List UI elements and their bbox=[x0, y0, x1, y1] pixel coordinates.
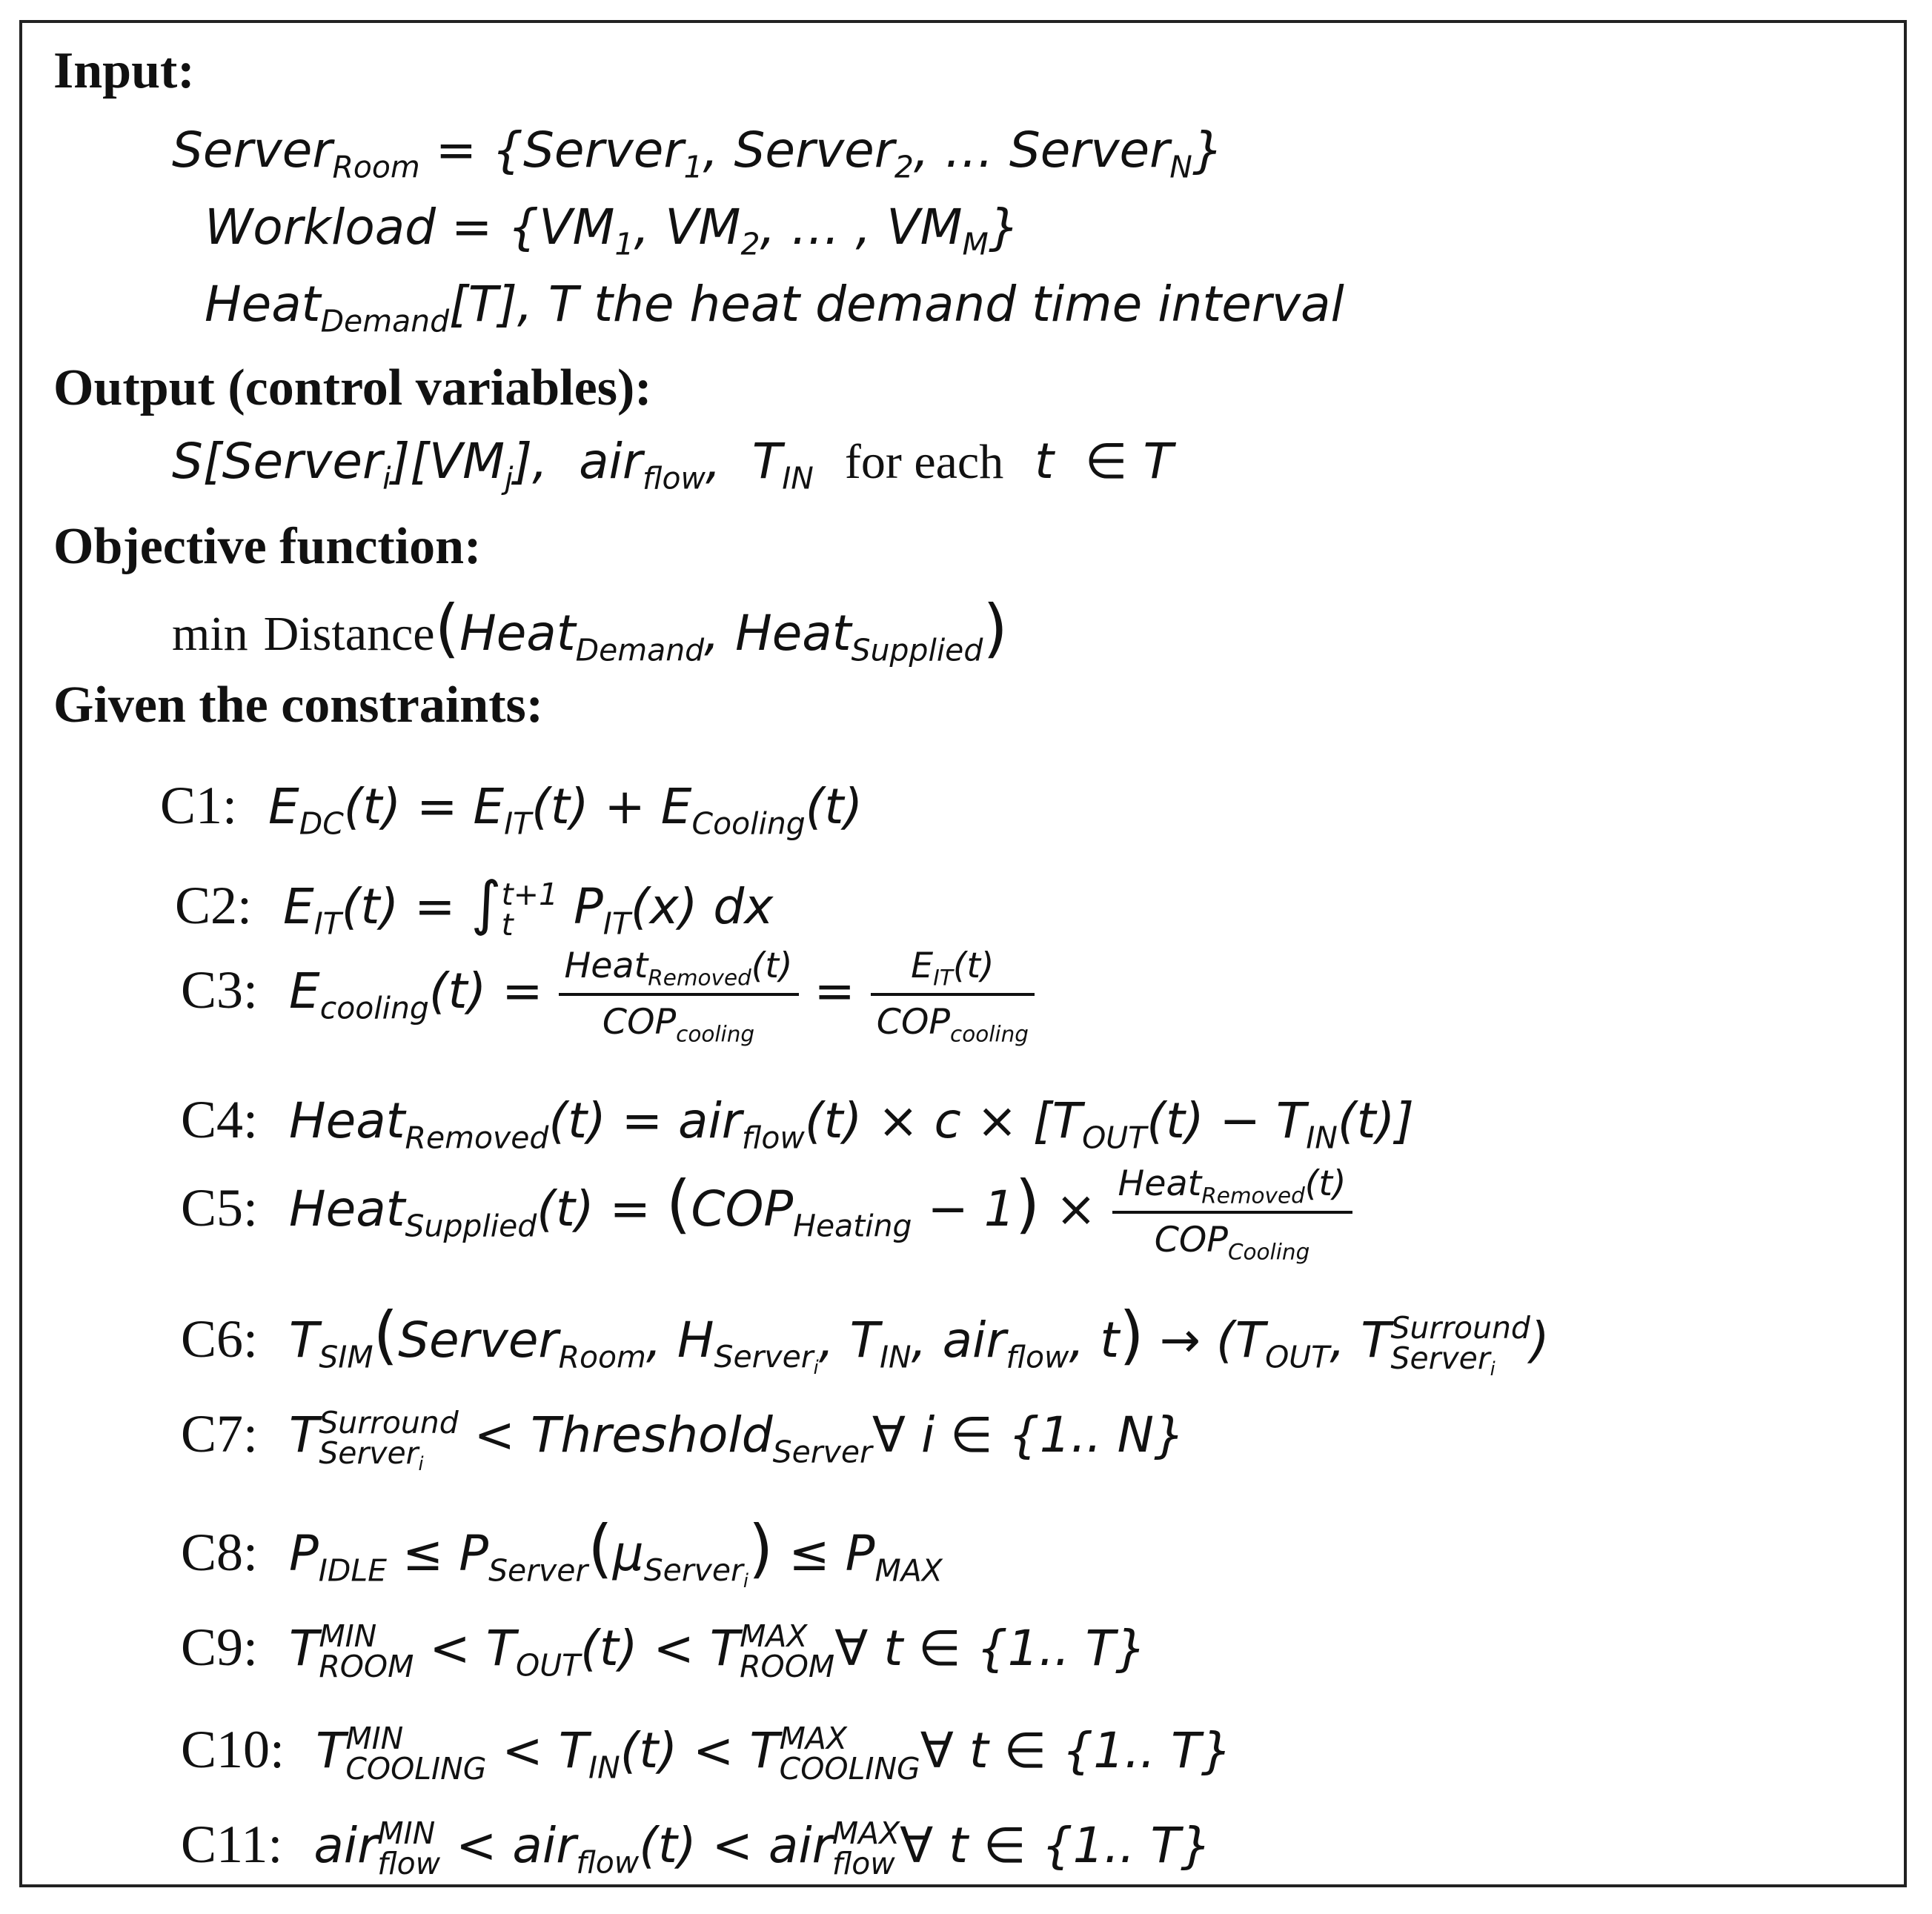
constraint-c2: C2: $E_{IT}(t)$ = ∫ t+1 t $P_{IT}(x)$ dx bbox=[175, 868, 774, 943]
heat-interval-text: the heat demand time interval bbox=[594, 276, 1344, 333]
objective-heading: Objective function: bbox=[53, 518, 482, 575]
constraint-c4: C4: Heat$_{Removed}$(t) = $air_{flow}(t) \times c \times [T_{OUT}(t) - T_{IN}(t)]$ bbox=[181, 1090, 1414, 1156]
constraint-label: C11: bbox=[181, 1815, 283, 1874]
constraint-label: C4: bbox=[181, 1090, 259, 1149]
objective-formula: min Distance(Heat$_{Demand}$, Heat$_{Supplied}$) bbox=[172, 591, 1008, 668]
constraint-label: C6: bbox=[181, 1309, 259, 1369]
constraint-c9: C9: T MIN ROOM < $T_{OUT}(t) < T$ MAX ROOM ∀ t ∈ {1.. T} bbox=[181, 1618, 1146, 1684]
constraint-label: C5: bbox=[181, 1178, 259, 1238]
constraint-label: C1: bbox=[160, 776, 238, 835]
constraint-c1: C1: $E_{DC}(t) = E_{IT}(t) + E_{Cooling}(t)$ bbox=[160, 776, 863, 842]
constraint-label: C2: bbox=[175, 876, 253, 935]
heat-demand-definition: Heat$_{Demand}$[T], T the heat demand time interval bbox=[205, 276, 1344, 339]
constraint-label: C10: bbox=[181, 1720, 285, 1779]
constraint-c3: C3: $E_{cooling}(t)$ = $\frac{Heat_{Removed}(t)}{COP_{cooling}}$ = $\frac{E_{IT}(t)}{COP_{cooling}}$ bbox=[181, 943, 1035, 1046]
constraint-c5: C5: Heat$_{Supplied}$(t) = $(COP_{Heating} - 1)$ × $\frac{Heat_{Removed}(t)}{COP_{Cooling}}$ bbox=[181, 1160, 1352, 1264]
constraint-label: C8: bbox=[181, 1523, 259, 1582]
constraint-label: C7: bbox=[181, 1404, 259, 1463]
constraint-c11: C11: air MIN flow < air$_{flow}$(t) < air MAX flow ∀ t ∈ {1.. T} bbox=[181, 1815, 1212, 1881]
distance-text: Distance bbox=[263, 607, 435, 661]
constraint-label: C3: bbox=[181, 960, 259, 1020]
input-heading: Input: bbox=[53, 42, 195, 99]
constraint-c6: C6: $T_{SIM}(Server_{Room}$, $H_{Server_i}$, $T_{IN}$, air$_{flow}$, $t) \to (T_{OUT}$, T Surround Server$_i$ ) bbox=[181, 1298, 1550, 1380]
control-variables: $S[Server_i][VM_j]$, air$_{flow}$, $T_{IN}$ for each t ∈ T bbox=[172, 433, 1173, 496]
constraint-label: C9: bbox=[181, 1618, 259, 1677]
constraint-c8: C8: $P_{IDLE} \le P_{Server}(\mu_{Server_i}) \le P_{MAX}$ bbox=[181, 1512, 943, 1592]
constraints-heading: Given the constraints: bbox=[53, 677, 544, 734]
min-text: min bbox=[172, 607, 248, 661]
for-each-text: for each bbox=[844, 435, 1004, 489]
constraint-c7: C7: T Surround Server$_i$ < Threshold$_{Server}$∀ i ∈ {1.. N} bbox=[181, 1404, 1186, 1475]
output-heading: Output (control variables): bbox=[53, 359, 652, 416]
constraint-c10: C10: T MIN COOLING < $T_{IN}(t) < T$ MAX COOLING ∀ t ∈ {1.. T} bbox=[181, 1720, 1232, 1787]
server-room-definition: Server$_{Room}$ = {Server$_1$, Server$_2$, … Server$_N$} bbox=[172, 122, 1224, 185]
workload-definition: Workload = {$VM_1$, $VM_2$, … , $VM_M$} bbox=[205, 199, 1020, 262]
